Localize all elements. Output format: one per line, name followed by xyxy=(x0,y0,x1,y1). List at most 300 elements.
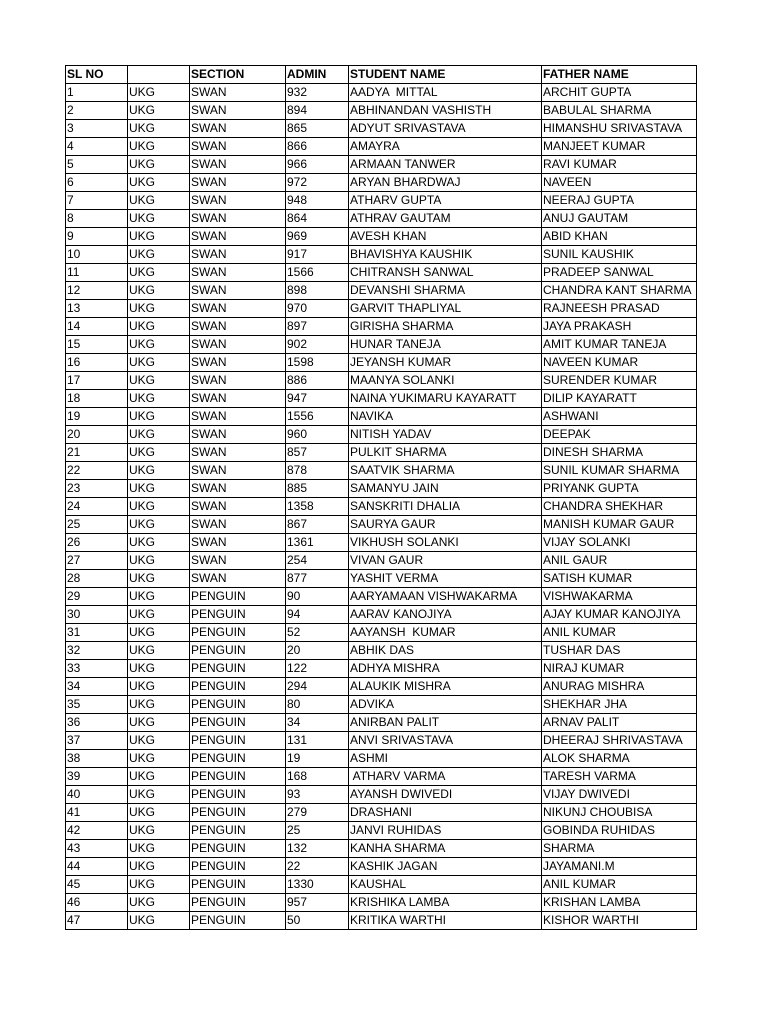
cell-student-name: AMAYRA xyxy=(349,138,542,156)
cell-sl-no: 25 xyxy=(66,516,128,534)
cell-sl-no: 38 xyxy=(66,750,128,768)
cell-admin: 857 xyxy=(286,444,349,462)
cell-father-name: TUSHAR DAS xyxy=(542,642,697,660)
cell-father-name: ASHWANI xyxy=(542,408,697,426)
cell-father-name: ANIL KUMAR xyxy=(542,876,697,894)
cell-section: PENGUIN xyxy=(190,606,286,624)
cell-class: UKG xyxy=(128,318,190,336)
cell-student-name: ANVI SRIVASTAVA xyxy=(349,732,542,750)
cell-student-name: ALAUKIK MISHRA xyxy=(349,678,542,696)
cell-class: UKG xyxy=(128,228,190,246)
cell-class: UKG xyxy=(128,678,190,696)
cell-class: UKG xyxy=(128,444,190,462)
cell-father-name: NIRAJ KUMAR xyxy=(542,660,697,678)
cell-class: UKG xyxy=(128,606,190,624)
cell-student-name: ADYUT SRIVASTAVA xyxy=(349,120,542,138)
header-section: SECTION xyxy=(190,66,286,84)
cell-class: UKG xyxy=(128,876,190,894)
cell-student-name: JEYANSH KUMAR xyxy=(349,354,542,372)
cell-sl-no: 34 xyxy=(66,678,128,696)
cell-father-name: VISHWAKARMA xyxy=(542,588,697,606)
table-row xyxy=(66,300,697,318)
cell-section: PENGUIN xyxy=(190,804,286,822)
cell-section: PENGUIN xyxy=(190,678,286,696)
cell-section: PENGUIN xyxy=(190,660,286,678)
cell-section: PENGUIN xyxy=(190,912,286,930)
table-row xyxy=(66,210,697,228)
cell-sl-no: 39 xyxy=(66,768,128,786)
table-row xyxy=(66,156,697,174)
cell-father-name: ANURAG MISHRA xyxy=(542,678,697,696)
table-row xyxy=(66,552,697,570)
cell-class: UKG xyxy=(128,570,190,588)
cell-father-name: HIMANSHU SRIVASTAVA xyxy=(542,120,697,138)
cell-class: UKG xyxy=(128,282,190,300)
cell-class: UKG xyxy=(128,120,190,138)
cell-section: PENGUIN xyxy=(190,822,286,840)
cell-admin: 52 xyxy=(286,624,349,642)
cell-admin: 885 xyxy=(286,480,349,498)
cell-student-name: ATHRAV GAUTAM xyxy=(349,210,542,228)
table-row xyxy=(66,444,697,462)
cell-student-name: ANIRBAN PALIT xyxy=(349,714,542,732)
table-row xyxy=(66,840,697,858)
cell-sl-no: 9 xyxy=(66,228,128,246)
cell-sl-no: 46 xyxy=(66,894,128,912)
cell-sl-no: 14 xyxy=(66,318,128,336)
cell-father-name: ABID KHAN xyxy=(542,228,697,246)
cell-class: UKG xyxy=(128,480,190,498)
cell-father-name: JAYA PRAKASH xyxy=(542,318,697,336)
cell-class: UKG xyxy=(128,426,190,444)
cell-admin: 25 xyxy=(286,822,349,840)
table-row xyxy=(66,804,697,822)
cell-class: UKG xyxy=(128,714,190,732)
table-row xyxy=(66,642,697,660)
cell-sl-no: 45 xyxy=(66,876,128,894)
cell-sl-no: 30 xyxy=(66,606,128,624)
cell-section: PENGUIN xyxy=(190,876,286,894)
table-row xyxy=(66,606,697,624)
cell-admin: 34 xyxy=(286,714,349,732)
table-row xyxy=(66,858,697,876)
cell-student-name: AADYA MITTAL xyxy=(349,84,542,102)
cell-class: UKG xyxy=(128,732,190,750)
cell-class: UKG xyxy=(128,462,190,480)
cell-sl-no: 23 xyxy=(66,480,128,498)
table-row xyxy=(66,516,697,534)
cell-section: SWAN xyxy=(190,246,286,264)
cell-class: UKG xyxy=(128,372,190,390)
cell-admin: 50 xyxy=(286,912,349,930)
table-row xyxy=(66,138,697,156)
table-row xyxy=(66,696,697,714)
table-row xyxy=(66,768,697,786)
cell-section: SWAN xyxy=(190,228,286,246)
cell-class: UKG xyxy=(128,84,190,102)
cell-class: UKG xyxy=(128,696,190,714)
cell-father-name: SHARMA xyxy=(542,840,697,858)
cell-sl-no: 13 xyxy=(66,300,128,318)
cell-class: UKG xyxy=(128,534,190,552)
cell-student-name: NAINA YUKIMARU KAYARATT xyxy=(349,390,542,408)
cell-class: UKG xyxy=(128,498,190,516)
cell-section: SWAN xyxy=(190,462,286,480)
cell-sl-no: 7 xyxy=(66,192,128,210)
cell-admin: 957 xyxy=(286,894,349,912)
cell-sl-no: 32 xyxy=(66,642,128,660)
table-row xyxy=(66,228,697,246)
cell-student-name: KRITIKA WARTHI xyxy=(349,912,542,930)
cell-father-name: MANJEET KUMAR xyxy=(542,138,697,156)
cell-section: SWAN xyxy=(190,390,286,408)
table-row xyxy=(66,246,697,264)
cell-father-name: DILIP KAYARATT xyxy=(542,390,697,408)
table-row xyxy=(66,660,697,678)
cell-student-name: SAATVIK SHARMA xyxy=(349,462,542,480)
cell-father-name: DHEERAJ SHRIVASTAVA xyxy=(542,732,697,750)
cell-admin: 897 xyxy=(286,318,349,336)
cell-class: UKG xyxy=(128,786,190,804)
cell-sl-no: 26 xyxy=(66,534,128,552)
table-row xyxy=(66,426,697,444)
cell-admin: 1566 xyxy=(286,264,349,282)
cell-class: UKG xyxy=(128,768,190,786)
table-row xyxy=(66,336,697,354)
cell-section: SWAN xyxy=(190,120,286,138)
cell-admin: 917 xyxy=(286,246,349,264)
cell-father-name: GOBINDA RUHIDAS xyxy=(542,822,697,840)
cell-father-name: ANUJ GAUTAM xyxy=(542,210,697,228)
cell-admin: 80 xyxy=(286,696,349,714)
table-row xyxy=(66,894,697,912)
cell-section: SWAN xyxy=(190,300,286,318)
cell-admin: 90 xyxy=(286,588,349,606)
table-row xyxy=(66,192,697,210)
cell-section: SWAN xyxy=(190,498,286,516)
cell-father-name: JAYAMANI.M xyxy=(542,858,697,876)
cell-class: UKG xyxy=(128,156,190,174)
cell-sl-no: 24 xyxy=(66,498,128,516)
cell-section: SWAN xyxy=(190,282,286,300)
table-row xyxy=(66,534,697,552)
cell-admin: 1556 xyxy=(286,408,349,426)
cell-sl-no: 15 xyxy=(66,336,128,354)
table-row xyxy=(66,786,697,804)
cell-sl-no: 20 xyxy=(66,426,128,444)
cell-student-name: AVESH KHAN xyxy=(349,228,542,246)
cell-student-name: ABHINANDAN VASHISTH xyxy=(349,102,542,120)
cell-admin: 866 xyxy=(286,138,349,156)
cell-section: SWAN xyxy=(190,570,286,588)
header-student-name: STUDENT NAME xyxy=(349,66,542,84)
cell-admin: 122 xyxy=(286,660,349,678)
student-list-body xyxy=(66,66,697,930)
cell-father-name: DEEPAK xyxy=(542,426,697,444)
cell-class: UKG xyxy=(128,624,190,642)
cell-student-name: JANVI RUHIDAS xyxy=(349,822,542,840)
cell-admin: 932 xyxy=(286,84,349,102)
cell-section: SWAN xyxy=(190,372,286,390)
cell-sl-no: 19 xyxy=(66,408,128,426)
cell-admin: 947 xyxy=(286,390,349,408)
cell-sl-no: 4 xyxy=(66,138,128,156)
cell-class: UKG xyxy=(128,822,190,840)
cell-father-name: VIJAY DWIVEDI xyxy=(542,786,697,804)
table-row xyxy=(66,102,697,120)
cell-father-name: SURENDER KUMAR xyxy=(542,372,697,390)
cell-student-name: VIVAN GAUR xyxy=(349,552,542,570)
cell-sl-no: 6 xyxy=(66,174,128,192)
cell-admin: 865 xyxy=(286,120,349,138)
cell-section: SWAN xyxy=(190,408,286,426)
cell-sl-no: 31 xyxy=(66,624,128,642)
cell-admin: 969 xyxy=(286,228,349,246)
cell-class: UKG xyxy=(128,138,190,156)
cell-section: PENGUIN xyxy=(190,714,286,732)
cell-sl-no: 21 xyxy=(66,444,128,462)
cell-student-name: DRASHANI xyxy=(349,804,542,822)
cell-student-name: ATHARV GUPTA xyxy=(349,192,542,210)
cell-father-name: NAVEEN xyxy=(542,174,697,192)
cell-section: PENGUIN xyxy=(190,858,286,876)
table-row xyxy=(66,678,697,696)
table-row xyxy=(66,714,697,732)
cell-section: SWAN xyxy=(190,516,286,534)
cell-admin: 966 xyxy=(286,156,349,174)
cell-section: SWAN xyxy=(190,318,286,336)
cell-student-name: KASHIK JAGAN xyxy=(349,858,542,876)
table-row xyxy=(66,282,697,300)
header-sl-no: SL NO xyxy=(66,66,128,84)
cell-sl-no: 44 xyxy=(66,858,128,876)
cell-sl-no: 1 xyxy=(66,84,128,102)
cell-section: SWAN xyxy=(190,84,286,102)
cell-student-name: KANHA SHARMA xyxy=(349,840,542,858)
cell-admin: 867 xyxy=(286,516,349,534)
cell-father-name: SHEKHAR JHA xyxy=(542,696,697,714)
cell-student-name: HUNAR TANEJA xyxy=(349,336,542,354)
cell-father-name: MANISH KUMAR GAUR xyxy=(542,516,697,534)
table-row xyxy=(66,264,697,282)
cell-sl-no: 43 xyxy=(66,840,128,858)
cell-sl-no: 22 xyxy=(66,462,128,480)
cell-sl-no: 3 xyxy=(66,120,128,138)
cell-class: UKG xyxy=(128,408,190,426)
cell-admin: 19 xyxy=(286,750,349,768)
cell-section: SWAN xyxy=(190,480,286,498)
cell-father-name: ARCHIT GUPTA xyxy=(542,84,697,102)
cell-father-name: RAJNEESH PRASAD xyxy=(542,300,697,318)
cell-student-name: SANSKRITI DHALIA xyxy=(349,498,542,516)
table-row xyxy=(66,174,697,192)
cell-admin: 132 xyxy=(286,840,349,858)
cell-father-name: DINESH SHARMA xyxy=(542,444,697,462)
cell-sl-no: 29 xyxy=(66,588,128,606)
table-row xyxy=(66,462,697,480)
cell-father-name: AJAY KUMAR KANOJIYA xyxy=(542,606,697,624)
cell-class: UKG xyxy=(128,912,190,930)
cell-father-name: SUNIL KAUSHIK xyxy=(542,246,697,264)
cell-class: UKG xyxy=(128,750,190,768)
cell-sl-no: 2 xyxy=(66,102,128,120)
cell-section: SWAN xyxy=(190,156,286,174)
cell-sl-no: 27 xyxy=(66,552,128,570)
table-row xyxy=(66,498,697,516)
cell-sl-no: 16 xyxy=(66,354,128,372)
cell-admin: 93 xyxy=(286,786,349,804)
cell-student-name: SAURYA GAUR xyxy=(349,516,542,534)
cell-father-name: BABULAL SHARMA xyxy=(542,102,697,120)
header-father-name: FATHER NAME xyxy=(542,66,697,84)
header-row xyxy=(66,66,697,84)
cell-admin: 294 xyxy=(286,678,349,696)
cell-section: PENGUIN xyxy=(190,642,286,660)
cell-student-name: CHITRANSH SANWAL xyxy=(349,264,542,282)
cell-admin: 131 xyxy=(286,732,349,750)
cell-section: SWAN xyxy=(190,354,286,372)
cell-section: PENGUIN xyxy=(190,732,286,750)
cell-admin: 1598 xyxy=(286,354,349,372)
cell-student-name: YASHIT VERMA xyxy=(349,570,542,588)
cell-section: SWAN xyxy=(190,192,286,210)
cell-sl-no: 47 xyxy=(66,912,128,930)
table-row xyxy=(66,912,697,930)
cell-admin: 877 xyxy=(286,570,349,588)
cell-section: PENGUIN xyxy=(190,750,286,768)
cell-admin: 864 xyxy=(286,210,349,228)
header-class xyxy=(128,66,190,84)
cell-student-name: ATHARV VARMA xyxy=(349,768,542,786)
cell-student-name: AYANSH DWIVEDI xyxy=(349,786,542,804)
cell-section: SWAN xyxy=(190,552,286,570)
cell-father-name: ALOK SHARMA xyxy=(542,750,697,768)
table-row xyxy=(66,876,697,894)
cell-sl-no: 36 xyxy=(66,714,128,732)
cell-class: UKG xyxy=(128,300,190,318)
cell-father-name: CHANDRA SHEKHAR xyxy=(542,498,697,516)
cell-admin: 898 xyxy=(286,282,349,300)
cell-section: PENGUIN xyxy=(190,786,286,804)
cell-section: SWAN xyxy=(190,444,286,462)
cell-section: PENGUIN xyxy=(190,624,286,642)
cell-class: UKG xyxy=(128,894,190,912)
table-row xyxy=(66,480,697,498)
cell-sl-no: 18 xyxy=(66,390,128,408)
cell-admin: 970 xyxy=(286,300,349,318)
cell-class: UKG xyxy=(128,588,190,606)
cell-class: UKG xyxy=(128,246,190,264)
cell-student-name: KRISHIKA LAMBA xyxy=(349,894,542,912)
cell-class: UKG xyxy=(128,390,190,408)
cell-admin: 94 xyxy=(286,606,349,624)
cell-admin: 948 xyxy=(286,192,349,210)
cell-sl-no: 35 xyxy=(66,696,128,714)
cell-sl-no: 37 xyxy=(66,732,128,750)
cell-section: SWAN xyxy=(190,138,286,156)
cell-father-name: RAVI KUMAR xyxy=(542,156,697,174)
cell-admin: 886 xyxy=(286,372,349,390)
cell-sl-no: 11 xyxy=(66,264,128,282)
cell-father-name: NAVEEN KUMAR xyxy=(542,354,697,372)
header-admin: ADMIN xyxy=(286,66,349,84)
cell-section: SWAN xyxy=(190,174,286,192)
cell-father-name: PRADEEP SANWAL xyxy=(542,264,697,282)
cell-admin: 894 xyxy=(286,102,349,120)
cell-class: UKG xyxy=(128,354,190,372)
cell-section: SWAN xyxy=(190,534,286,552)
table-row xyxy=(66,318,697,336)
cell-father-name: ARNAV PALIT xyxy=(542,714,697,732)
cell-class: UKG xyxy=(128,210,190,228)
table-row xyxy=(66,372,697,390)
cell-section: PENGUIN xyxy=(190,840,286,858)
cell-student-name: VIKHUSH SOLANKI xyxy=(349,534,542,552)
cell-sl-no: 17 xyxy=(66,372,128,390)
cell-class: UKG xyxy=(128,192,190,210)
cell-admin: 1358 xyxy=(286,498,349,516)
cell-sl-no: 28 xyxy=(66,570,128,588)
cell-student-name: DEVANSHI SHARMA xyxy=(349,282,542,300)
cell-section: PENGUIN xyxy=(190,696,286,714)
cell-father-name: PRIYANK GUPTA xyxy=(542,480,697,498)
student-list-table xyxy=(65,65,697,930)
cell-section: SWAN xyxy=(190,102,286,120)
cell-admin: 878 xyxy=(286,462,349,480)
table-row xyxy=(66,354,697,372)
cell-admin: 972 xyxy=(286,174,349,192)
cell-sl-no: 33 xyxy=(66,660,128,678)
cell-student-name: AARAV KANOJIYA xyxy=(349,606,542,624)
cell-father-name: NEERAJ GUPTA xyxy=(542,192,697,210)
cell-admin: 279 xyxy=(286,804,349,822)
cell-admin: 254 xyxy=(286,552,349,570)
cell-section: PENGUIN xyxy=(190,768,286,786)
cell-sl-no: 42 xyxy=(66,822,128,840)
cell-student-name: MAANYA SOLANKI xyxy=(349,372,542,390)
cell-class: UKG xyxy=(128,336,190,354)
cell-class: UKG xyxy=(128,660,190,678)
cell-class: UKG xyxy=(128,642,190,660)
cell-sl-no: 40 xyxy=(66,786,128,804)
cell-student-name: NAVIKA xyxy=(349,408,542,426)
cell-sl-no: 8 xyxy=(66,210,128,228)
cell-admin: 1330 xyxy=(286,876,349,894)
table-row xyxy=(66,732,697,750)
cell-sl-no: 10 xyxy=(66,246,128,264)
table-row xyxy=(66,588,697,606)
cell-father-name: VIJAY SOLANKI xyxy=(542,534,697,552)
cell-father-name: AMIT KUMAR TANEJA xyxy=(542,336,697,354)
cell-section: PENGUIN xyxy=(190,894,286,912)
table-row xyxy=(66,570,697,588)
cell-admin: 960 xyxy=(286,426,349,444)
cell-student-name: ABHIK DAS xyxy=(349,642,542,660)
cell-student-name: KAUSHAL xyxy=(349,876,542,894)
cell-student-name: SAMANYU JAIN xyxy=(349,480,542,498)
cell-admin: 1361 xyxy=(286,534,349,552)
cell-father-name: ANIL GAUR xyxy=(542,552,697,570)
cell-class: UKG xyxy=(128,174,190,192)
table-row xyxy=(66,390,697,408)
cell-student-name: ARYAN BHARDWAJ xyxy=(349,174,542,192)
cell-student-name: GIRISHA SHARMA xyxy=(349,318,542,336)
cell-sl-no: 12 xyxy=(66,282,128,300)
cell-student-name: AARYAMAAN VISHWAKARMA xyxy=(349,588,542,606)
cell-class: UKG xyxy=(128,840,190,858)
cell-student-name: ADVIKA xyxy=(349,696,542,714)
cell-admin: 168 xyxy=(286,768,349,786)
